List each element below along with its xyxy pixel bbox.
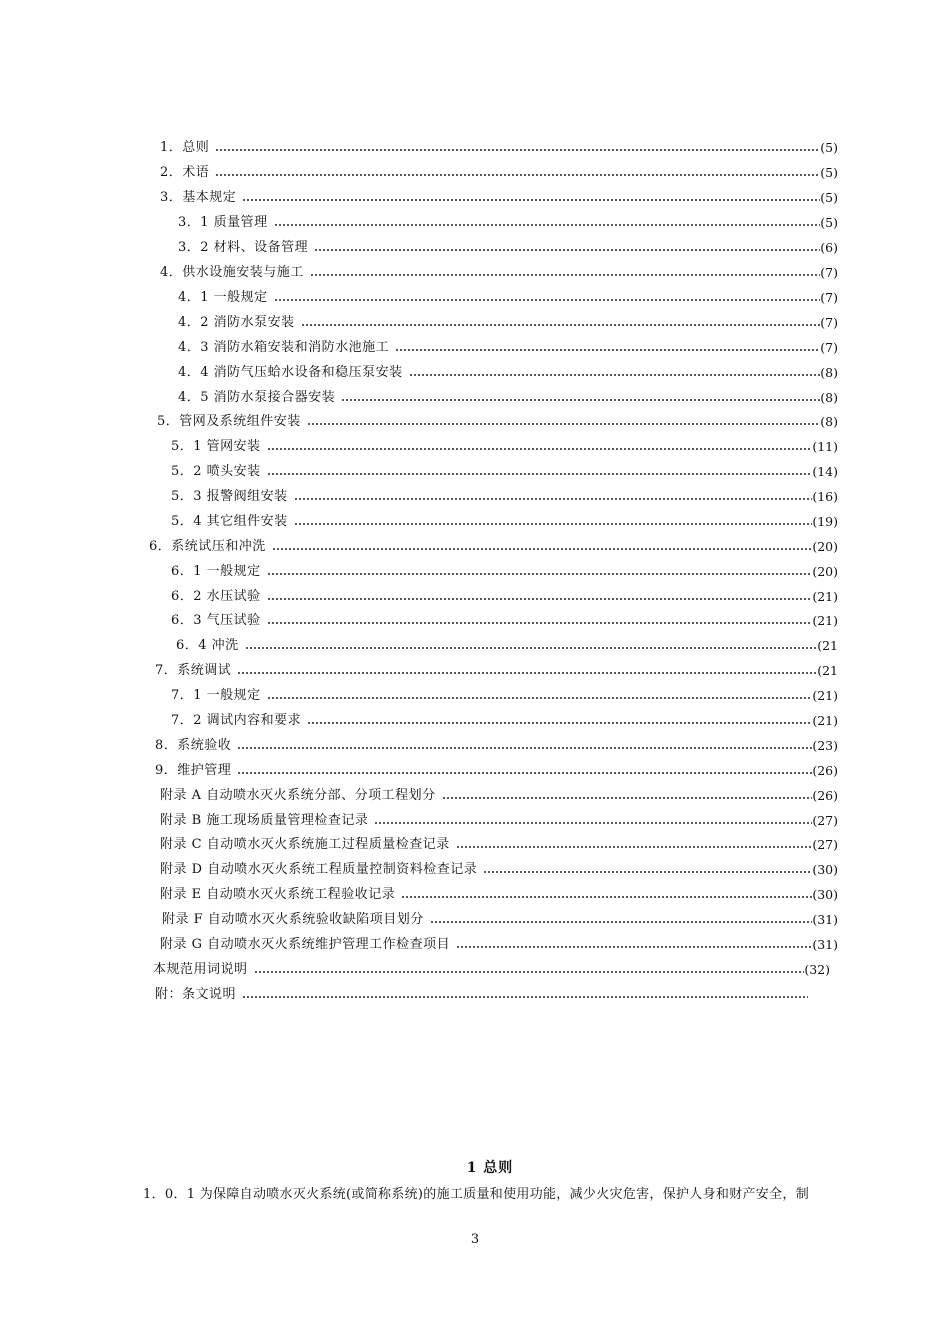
toc-entry-label: 6．3 气压试验 bbox=[171, 613, 261, 628]
toc-dot-leader bbox=[237, 772, 812, 774]
toc-dot-leader bbox=[307, 423, 821, 425]
toc-entry[interactable] bbox=[155, 661, 838, 681]
toc-entry-label: 附录 F 自动喷水灭火系统验收缺陷项目划分 bbox=[162, 912, 424, 927]
toc-dot-leader bbox=[314, 249, 820, 251]
toc-entry-page: (7) bbox=[820, 265, 838, 280]
toc-dot-leader bbox=[237, 747, 812, 749]
toc-dot-leader bbox=[401, 896, 812, 898]
toc-dot-leader bbox=[267, 473, 813, 475]
toc-dot-leader bbox=[430, 921, 813, 923]
toc-entry-label: 6．4 冲洗 bbox=[176, 638, 239, 653]
toc-dot-leader bbox=[395, 349, 820, 351]
toc-entry-label: 附录 G 自动喷水灭火系统维护管理工作检查项目 bbox=[160, 937, 451, 952]
toc-entry[interactable] bbox=[178, 338, 838, 358]
toc-dot-leader bbox=[215, 149, 820, 151]
toc-dot-leader bbox=[242, 996, 808, 998]
toc-entry[interactable] bbox=[178, 238, 838, 258]
toc-entry[interactable] bbox=[162, 910, 838, 930]
toc-entry-label: 7．1 一般规定 bbox=[171, 688, 261, 703]
toc-entry-page: (26) bbox=[812, 788, 838, 803]
toc-dot-leader bbox=[267, 448, 813, 450]
toc-entry-label: 附录 D 自动喷水灭火系统工程质量控制资料检查记录 bbox=[160, 862, 478, 877]
toc-entry-label: 附录 C 自动喷水灭火系统施工过程质量检查记录 bbox=[160, 837, 450, 852]
toc-entry-label: 附：条文说明 bbox=[155, 987, 237, 1002]
toc-entry[interactable] bbox=[160, 138, 838, 158]
toc-entry-label: 9．维护管理 bbox=[155, 763, 232, 778]
toc-entry[interactable] bbox=[178, 363, 838, 383]
toc-entry[interactable] bbox=[171, 512, 838, 532]
toc-dot-leader bbox=[409, 374, 821, 376]
toc-entry-label: 5．4 其它组件安装 bbox=[171, 514, 288, 529]
toc-entry-page: (21) bbox=[812, 589, 838, 604]
toc-entry[interactable] bbox=[171, 587, 838, 607]
toc-entry-label: 4．供水设施安装与施工 bbox=[160, 265, 304, 280]
toc-dot-leader bbox=[267, 598, 813, 600]
toc-entry-page: (27) bbox=[812, 837, 838, 852]
toc-entry-page: (7) bbox=[820, 340, 838, 355]
page-number: 3 bbox=[470, 1232, 480, 1247]
toc-entry-label: 附录 E 自动喷水灭火系统工程验收记录 bbox=[160, 887, 396, 902]
toc-entry[interactable] bbox=[155, 985, 808, 1005]
toc-entry-page: (26) bbox=[812, 763, 838, 778]
toc-entry-label: 8．系统验收 bbox=[155, 738, 232, 753]
toc-entry-label: 7．系统调试 bbox=[155, 663, 232, 678]
toc-entry-page: (8) bbox=[820, 414, 838, 429]
toc-dot-leader bbox=[307, 722, 812, 724]
toc-entry-page: (21 bbox=[817, 663, 838, 678]
toc-entry[interactable] bbox=[157, 412, 838, 432]
toc-entry-page: (20) bbox=[812, 564, 838, 579]
toc-entry-page: (23) bbox=[812, 738, 838, 753]
toc-entry-label: 附录 A 自动喷水灭火系统分部、分项工程划分 bbox=[160, 788, 436, 803]
toc-entry-page: (19) bbox=[812, 514, 838, 529]
toc-entry-label: 4．5 消防水泵接合器安装 bbox=[178, 390, 336, 405]
toc-dot-leader bbox=[215, 174, 820, 176]
toc-entry[interactable] bbox=[171, 487, 838, 507]
toc-entry-page: (8) bbox=[820, 390, 838, 405]
toc-entry[interactable] bbox=[171, 437, 838, 457]
toc-dot-leader bbox=[456, 846, 813, 848]
toc-entry[interactable] bbox=[171, 462, 838, 482]
toc-entry[interactable] bbox=[160, 786, 838, 806]
toc-entry-label: 本规范用词说明 bbox=[153, 962, 248, 977]
toc-dot-leader bbox=[456, 946, 812, 948]
toc-entry-label: 4．4 消防气压蛤水设备和稳压泵安装 bbox=[178, 365, 403, 380]
toc-dot-leader bbox=[442, 797, 813, 799]
toc-entry[interactable] bbox=[160, 860, 838, 880]
toc-dot-leader bbox=[374, 822, 812, 824]
toc-entry-label: 6．2 水压试验 bbox=[171, 589, 261, 604]
toc-entry-page: (6) bbox=[820, 240, 838, 255]
toc-entry-label: 7．2 调试内容和要求 bbox=[171, 713, 302, 728]
toc-dot-leader bbox=[245, 647, 818, 649]
toc-dot-leader bbox=[267, 573, 813, 575]
toc-entry[interactable] bbox=[160, 263, 838, 283]
toc-entry[interactable] bbox=[155, 736, 838, 756]
toc-entry[interactable] bbox=[160, 835, 838, 855]
body-paragraph: 1．0．1 为保障自动喷水灭火系统(或简称系统)的施工质量和使用功能，减少火灾危害，保护人身和财产安全，制 bbox=[143, 1187, 809, 1202]
toc-dot-leader bbox=[301, 324, 821, 326]
toc-dot-leader bbox=[274, 299, 821, 301]
toc-entry[interactable] bbox=[160, 163, 838, 183]
toc-entry-page: (5) bbox=[820, 215, 838, 230]
toc-entry-page: (5) bbox=[820, 165, 838, 180]
toc-entry-page: (7) bbox=[820, 315, 838, 330]
toc-entry-page: (31) bbox=[812, 912, 838, 927]
toc-entry[interactable] bbox=[178, 388, 838, 408]
toc-dot-leader bbox=[294, 498, 813, 500]
toc-entry-page: (30) bbox=[812, 862, 838, 877]
toc-entry-page: (27) bbox=[812, 813, 838, 828]
toc-entry[interactable] bbox=[171, 686, 838, 706]
toc-dot-leader bbox=[294, 523, 813, 525]
toc-entry-label: 4．1 一般规定 bbox=[178, 290, 268, 305]
toc-entry-label: 3．1 质量管理 bbox=[178, 215, 268, 230]
toc-entry-label: 3．2 材料、设备管理 bbox=[178, 240, 309, 255]
toc-dot-leader bbox=[483, 871, 812, 873]
toc-entry[interactable] bbox=[176, 636, 838, 656]
toc-entry-page: (11) bbox=[812, 439, 838, 454]
toc-entry-page: (5) bbox=[820, 140, 838, 155]
toc-entry-page: (14) bbox=[812, 464, 838, 479]
toc-entry[interactable] bbox=[160, 885, 838, 905]
toc-dot-leader bbox=[267, 622, 813, 624]
toc-entry-label: 5．管网及系统组件安装 bbox=[157, 414, 301, 429]
toc-dot-leader bbox=[242, 199, 820, 201]
toc-entry[interactable] bbox=[171, 562, 838, 582]
toc-entry-page: (21) bbox=[812, 713, 838, 728]
toc-entry[interactable] bbox=[171, 611, 838, 631]
toc-entry[interactable] bbox=[171, 711, 838, 731]
toc-dot-leader bbox=[267, 697, 813, 699]
toc-entry-label: 附录 B 施工现场质量管理检查记录 bbox=[160, 813, 369, 828]
toc-dot-leader bbox=[272, 548, 813, 550]
toc-entry[interactable] bbox=[178, 288, 838, 308]
toc-entry[interactable] bbox=[153, 960, 830, 980]
toc-entry[interactable] bbox=[178, 213, 838, 233]
toc-entry-label: 4．2 消防水泵安装 bbox=[178, 315, 295, 330]
toc-entry-label: 6．1 一般规定 bbox=[171, 564, 261, 579]
toc-entry-label: 4．3 消防水箱安装和消防水池施工 bbox=[178, 340, 390, 355]
toc-dot-leader bbox=[274, 224, 821, 226]
toc-entry-label: 5．2 喷头安装 bbox=[171, 464, 261, 479]
toc-entry[interactable] bbox=[160, 935, 838, 955]
toc-entry-label: 2．术语 bbox=[160, 165, 210, 180]
toc-entry-label: 1．总则 bbox=[160, 140, 210, 155]
toc-entry-page: (31) bbox=[812, 937, 838, 952]
toc-entry-page: (8) bbox=[820, 365, 838, 380]
toc-entry[interactable] bbox=[155, 761, 838, 781]
toc-entry-page: (5) bbox=[820, 190, 838, 205]
toc-entry-label: 6．系统试压和冲洗 bbox=[149, 539, 266, 554]
toc-dot-leader bbox=[341, 399, 820, 401]
toc-entry-label: 5．3 报警阀组安装 bbox=[171, 489, 288, 504]
toc-dot-leader bbox=[237, 672, 817, 674]
toc-entry-page: (30) bbox=[812, 887, 838, 902]
toc-entry[interactable] bbox=[178, 313, 838, 333]
toc-entry-page: (21) bbox=[812, 688, 838, 703]
toc-entry-page: (7) bbox=[820, 290, 838, 305]
toc-dot-leader bbox=[254, 971, 805, 973]
toc-entry-page: (21 bbox=[817, 638, 838, 653]
section-heading: 1 总则 bbox=[466, 1160, 514, 1176]
toc-dot-leader bbox=[310, 274, 821, 276]
toc-entry-page: (16) bbox=[812, 489, 838, 504]
toc-entry-page: (20) bbox=[812, 539, 838, 554]
toc-entry[interactable] bbox=[160, 811, 838, 831]
toc-entry[interactable] bbox=[149, 537, 838, 557]
toc-entry-label: 3．基本规定 bbox=[160, 190, 237, 205]
toc-entry-page: (32) bbox=[804, 962, 830, 977]
toc-entry-label: 5．1 管网安装 bbox=[171, 439, 261, 454]
toc-entry[interactable] bbox=[160, 188, 838, 208]
toc-entry-page: (21) bbox=[812, 613, 838, 628]
